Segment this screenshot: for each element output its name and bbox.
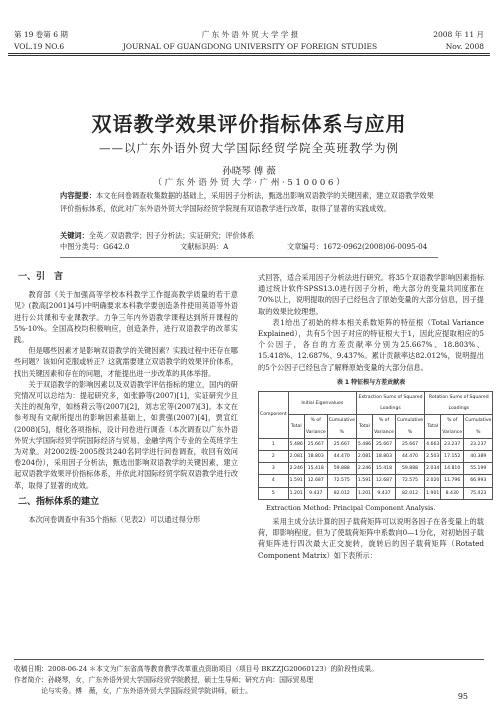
table-row <box>259 438 493 450</box>
section-heading-indicators: 二、指标体系的建立 <box>18 496 100 507</box>
table-row <box>259 463 493 475</box>
table-cell: 2.246 <box>288 463 304 475</box>
table-cell: 5.486 <box>288 438 304 450</box>
right-column <box>258 272 492 561</box>
table-cell: 5 <box>259 487 289 499</box>
table-cell: 2.246 <box>356 463 372 475</box>
paragraph: 采用主成分法计算的因子载荷矩阵可以说明各因子在各变量上的载荷，即影响程度。但为了使载荷矩阵中系数向0—1分化，对初始因子载荷矩阵进行四次最大正交旋转，旋转后的因子载荷矩阵（Rotated Component Matrix）如下表所示： <box>258 517 484 560</box>
table-header-cumulative: Cumulative % <box>464 415 493 438</box>
table-cell: 82.012 <box>327 487 356 499</box>
table-header-cumulative: Cumulative % <box>327 415 356 438</box>
keywords-text: 全英／双语教学；因子分析法；实证研究；评价体系 <box>88 231 255 240</box>
table-cell: 2.081 <box>288 451 304 463</box>
table-cell: 75.423 <box>464 487 493 499</box>
table-cell: 23.237 <box>464 438 493 450</box>
table-cell: 4.663 <box>425 438 441 450</box>
table-cell: 1.901 <box>425 487 441 499</box>
journal-name-en: JOURNAL OF GUANGDONG UNIVERSITY OF FOREIGN STUDIES <box>122 42 378 51</box>
table-cell: 66.993 <box>464 475 493 487</box>
table-cell: 40.389 <box>464 451 493 463</box>
keywords <box>60 229 438 242</box>
table-cell: 12.687 <box>304 475 327 487</box>
table-cell: 25.667 <box>327 438 356 450</box>
table-header-total: Total <box>356 415 372 438</box>
table-row <box>259 487 493 499</box>
table-cell: 1.591 <box>356 475 372 487</box>
table-row <box>259 475 493 487</box>
table-cell: 23.237 <box>441 438 464 450</box>
journal-name-cn: 广 东 外 语 外 贸 大 学 学 报 <box>201 30 299 39</box>
table-header-initial: Initial Eigenvalues <box>288 392 356 415</box>
issue-cn: 第 19 卷第 6 期 <box>14 30 68 39</box>
paragraph: 教育部《关于加强高等学校本科教学工作提高教学质量的若干意见》(教高[2001]4号)中明确要求本科教学要创造条件使用英语等外语进行公共课和专业课教学。力争三年内外语教学课程达到所开课程的5%-10%。全国高校均积极响应，创造条件，进行双语教学的改革实践。 <box>14 290 238 345</box>
document-code: 文献标识码：A <box>180 242 229 251</box>
table-cell: 72.575 <box>327 475 356 487</box>
table-cell: 4 <box>259 475 289 487</box>
footnote <box>14 664 484 697</box>
paragraph: 但是哪些因素才是影响双语教学的关键因素？实践过程中还存在哪些问题？该如何克服或转正？这就需要建立双语教学的效果评价体系，找出关键因素和存在的问题，才能提出进一步改革的具体举措。 <box>14 346 238 378</box>
table-header-total: Total <box>425 415 441 438</box>
abstract-text: 本文在问卷调查收集数据的基础上，采用因子分析法，甄选出影响双语教学的关键因素，建立双语教学效果评价指标体系，依此对广东外语外贸大学国际经贸学院现有双语教学进行改革，取得了显著的实践成效。 <box>60 191 434 213</box>
table-cell: 2.081 <box>356 451 372 463</box>
table-cell: 8.430 <box>441 487 464 499</box>
table-header-component: Component <box>259 392 289 439</box>
table-cell: 2.034 <box>425 463 441 475</box>
table-note: Extraction Method: Principal Component Analysis. <box>266 503 436 512</box>
table-cell: 2.503 <box>425 451 441 463</box>
author-bio: 作者简介：孙晓琴，女，广东外语外贸大学国际经贸学院教授，硕士生导师；研究方向：国际贸易理 <box>14 676 314 684</box>
authors: 孙晓琴 傅 薇 <box>222 166 276 177</box>
table-cell: 5.486 <box>356 438 372 450</box>
table-cell: 18.803 <box>373 451 396 463</box>
table-cell: 44.470 <box>327 451 356 463</box>
table-cell: 12.687 <box>373 475 396 487</box>
clc-number: 中图分类号：G642.0 <box>60 242 130 251</box>
footnote-rule <box>14 659 484 660</box>
table-row <box>259 451 493 463</box>
article-number: 文章编号：1672-0962(2008)06-0095-04 <box>287 242 428 251</box>
table-header-cumulative: Cumulative % <box>395 415 424 438</box>
table-cell: 82.012 <box>395 487 424 499</box>
received-date-note: 收稿日期：2008-06-24 ＊本文为广东省高等教育教学改革重点资助项目（项目号 BKZZJG20060123）的阶段性成果。 <box>14 665 379 673</box>
table-cell: 14.810 <box>441 463 464 475</box>
table-cell: 2 <box>259 451 289 463</box>
section-heading-intro: 一、引 言 <box>18 272 64 282</box>
table-header-extraction: Extraction Sums of Squared Loadings <box>356 392 424 415</box>
table-header-variance: % of Variance <box>441 415 464 438</box>
table-cell: 9.437 <box>373 487 396 499</box>
page-number: 95 <box>457 692 468 701</box>
table-cell: 1 <box>259 438 289 450</box>
date-cn: 2008 年 11 月 <box>433 30 484 39</box>
table-cell: 25.667 <box>373 438 396 450</box>
table-cell: 17.152 <box>441 451 464 463</box>
abstract-label: 内容提要： <box>60 191 96 200</box>
paragraph: 式回答，适合采用因子分析法进行研究。将35个双语教学影响因素指标通过统计软件SPSS13.0进行因子分析，绝大部分的变量共同度都在70%以上，说明提取的因子已经包含了原始变量的大部分信息，因子提取的效果比较理想。 <box>258 273 484 316</box>
issue-en: VOL.19 NO.6 <box>14 42 65 51</box>
table-cell: 1.201 <box>356 487 372 499</box>
table-cell: 11.796 <box>441 475 464 487</box>
table-cell: 1.201 <box>288 487 304 499</box>
table-header-rotation: Rotation Sums of Squared Loadings <box>425 392 493 415</box>
paragraph: 关于双语教学的影响因素以及双语教学评估指标的建立，国内的研究情况可以总结为：提起研究多，如张静等(2007)[1]，实证研究少且关注的视角窄，如杨莉云等(2007)[2]，刘志宏等(2007)[3]。本文在参考现有文献所提出的影响因素基础上，如黄强(2007)[4]，贾宣红(2008)[5]，细化各项指标，设计问卷进行调查（本次调查以广东外语外贸大学国际经贸学院国际经济与贸易、金融学两个专业的全英班学生为对象。对2002级-2005级共240名同学进行问卷调查，收回有效问卷204份），采用因子分析法，甄选出影响双语教学的关键因素，建立起双语教学效果评价指标体系，并依此对国际经贸学院双语教学进行改革，取得了显著的成效。 <box>14 379 238 490</box>
header-rule-double <box>8 55 490 56</box>
table-header-variance: % of Variance <box>304 415 327 438</box>
table-cell: 3 <box>259 463 289 475</box>
date-en: Nov. 2008 <box>445 42 484 51</box>
keywords-label: 关键词： <box>60 231 89 240</box>
abstract-rule <box>60 257 438 258</box>
table-cell: 44.470 <box>395 451 424 463</box>
table-cell: 72.575 <box>395 475 424 487</box>
table-cell: 25.667 <box>395 438 424 450</box>
paragraph: 表1给出了初始的样本相关系数矩阵的特征根（Total Variance Explained），共有5个因子对应的特征根大于1，因此应提取相应的5个公因子，各自的方差贡献率分别为25.667%、18.803%、15.418%、12.687%、9.437%。累计贡献率达82.012%，说明提出的5个公因子已经包含了解释原始变量的大部分信息。 <box>258 317 484 372</box>
table-header-variance: % of Variance <box>373 415 396 438</box>
article-subtitle: ——以广东外语外贸大学国际经贸学院全英班教学为例 <box>99 141 399 155</box>
table-cell: 1.591 <box>288 475 304 487</box>
table-cell: 55.199 <box>464 463 493 475</box>
table-cell: 59.888 <box>327 463 356 475</box>
table-header-total: Total <box>288 415 304 438</box>
table-cell: 15.418 <box>304 463 327 475</box>
article-title: 双语教学效果评价指标体系与应用 <box>91 112 407 136</box>
table-cell: 15.418 <box>373 463 396 475</box>
table-cell: 2.020 <box>425 475 441 487</box>
table-cell: 25.667 <box>304 438 327 450</box>
paragraph: 本次问卷调查中有35个指标（见表2）可以通过得分形 <box>28 515 201 525</box>
author-bio-continued: 论与实务。傅 薇，女，广东外语外贸大学国际经贸学院讲师，硕士。 <box>41 687 252 695</box>
table-caption: 表 1 特征根与方差贡献表 <box>336 378 406 386</box>
table-cell: 59.888 <box>395 463 424 475</box>
header-rule <box>8 53 490 54</box>
abstract <box>60 189 438 215</box>
eigenvalue-table <box>258 391 493 500</box>
table-cell: 18.803 <box>304 451 327 463</box>
affiliation: （ 广 东 外 语 外 贸 大 学 · 广 州 · 5 1 0 0 0 6 ） <box>153 178 345 188</box>
table-cell: 9.437 <box>304 487 327 499</box>
left-column <box>14 272 238 525</box>
